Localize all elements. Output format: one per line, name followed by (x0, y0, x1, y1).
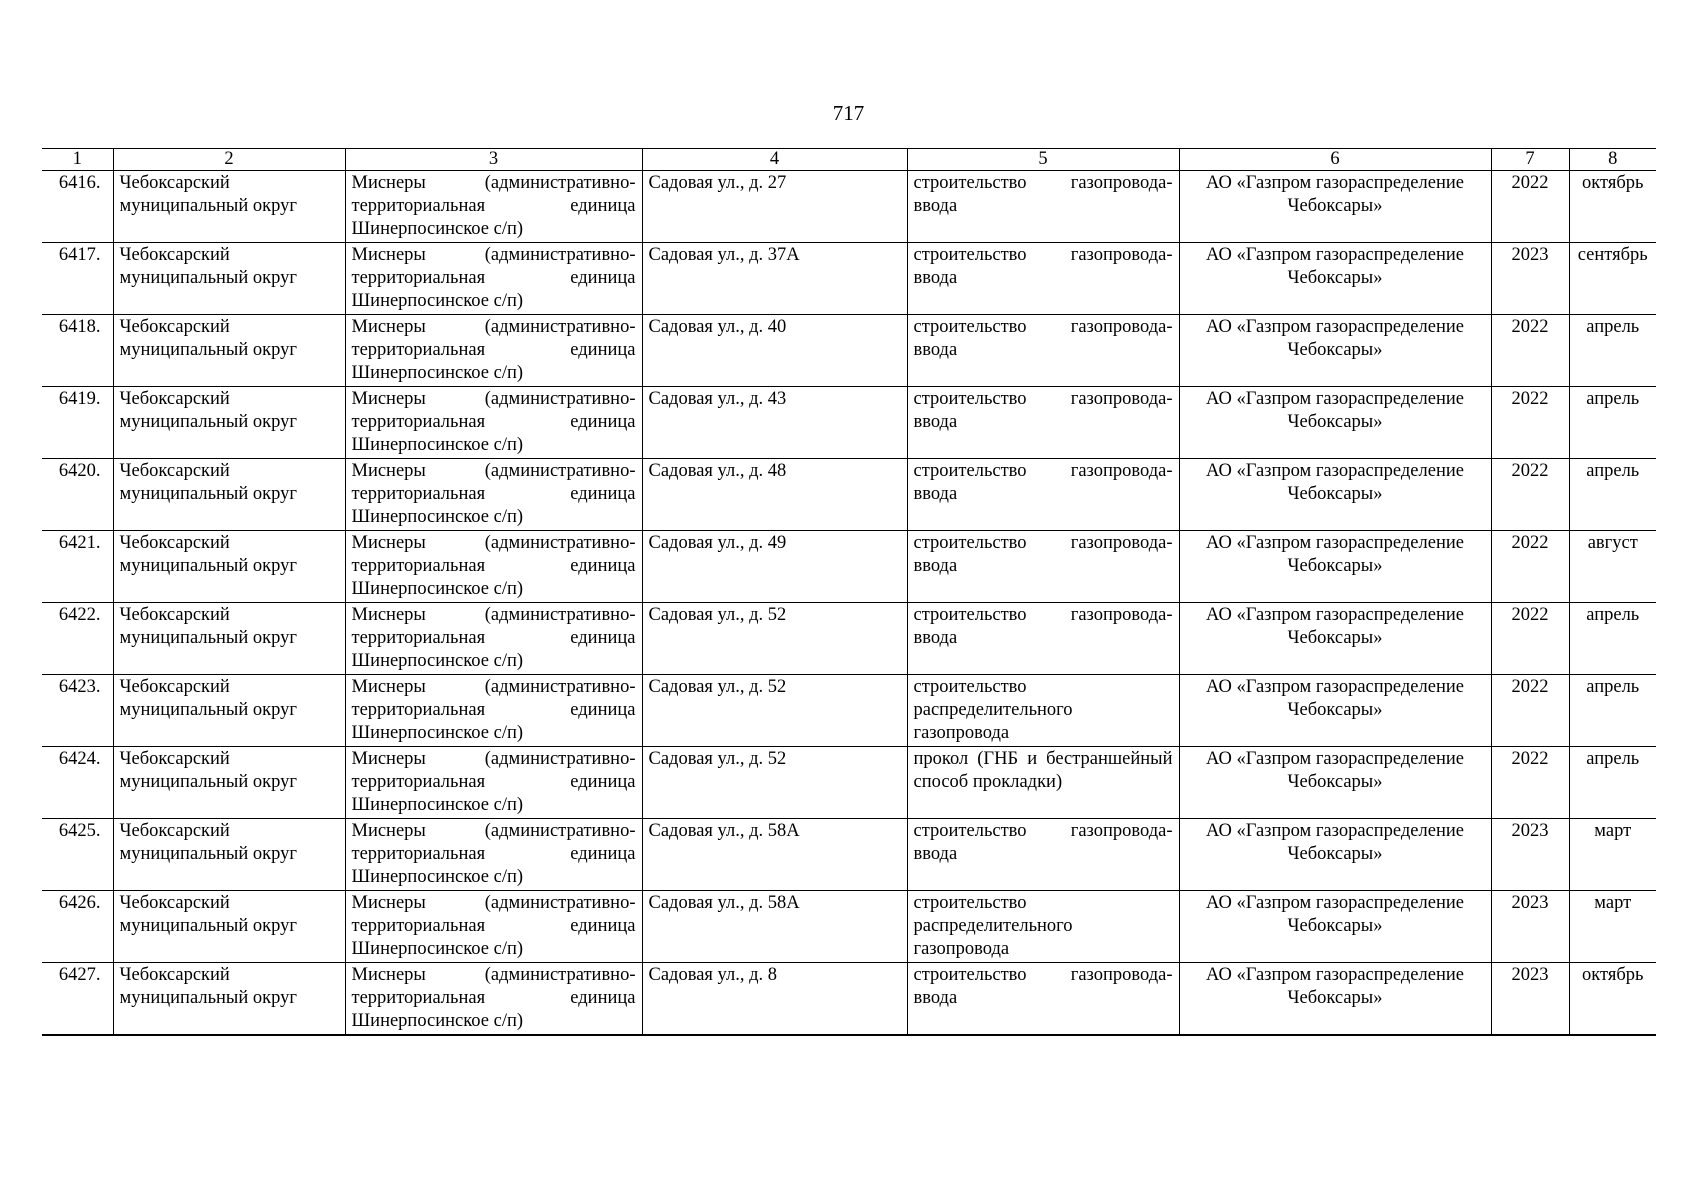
cell-entry-number: 6421. (42, 531, 113, 603)
cell-settlement: Миснеры (административно-территориальная единица Шинерпосинское с/п) (345, 963, 642, 1036)
cell-year: 2022 (1491, 603, 1569, 675)
cell-settlement: Миснеры (административно-территориальная единица Шинерпосинское с/п) (345, 819, 642, 891)
cell-year: 2022 (1491, 171, 1569, 243)
table-row (42, 963, 1656, 1036)
cell-settlement: Миснеры (административно-территориальная единица Шинерпосинское с/п) (345, 531, 642, 603)
cell-municipality: Чебоксарский муниципальный округ (113, 315, 345, 387)
cell-month: март (1569, 819, 1656, 891)
cell-address: Садовая ул., д. 27 (642, 171, 907, 243)
cell-entry-number: 6422. (42, 603, 113, 675)
table-row (42, 315, 1656, 387)
cell-entry-number: 6424. (42, 747, 113, 819)
cell-year: 2022 (1491, 459, 1569, 531)
cell-month: апрель (1569, 315, 1656, 387)
cell-address: Садовая ул., д. 52 (642, 675, 907, 747)
cell-work-type: строительство газопровода-ввода (907, 171, 1179, 243)
cell-work-type: строительство газопровода-ввода (907, 963, 1179, 1036)
column-header: 7 (1491, 149, 1569, 171)
cell-municipality: Чебоксарский муниципальный округ (113, 747, 345, 819)
cell-entry-number: 6423. (42, 675, 113, 747)
cell-organization: АО «Газпром газораспределение Чебоксары» (1179, 747, 1491, 819)
cell-entry-number: 6416. (42, 171, 113, 243)
cell-settlement: Миснеры (административно-территориальная единица Шинерпосинское с/п) (345, 243, 642, 315)
cell-settlement: Миснеры (административно-территориальная единица Шинерпосинское с/п) (345, 891, 642, 963)
cell-organization: АО «Газпром газораспределение Чебоксары» (1179, 243, 1491, 315)
cell-entry-number: 6425. (42, 819, 113, 891)
cell-month: апрель (1569, 675, 1656, 747)
table-body (42, 171, 1656, 1036)
cell-organization: АО «Газпром газораспределение Чебоксары» (1179, 819, 1491, 891)
table-row (42, 387, 1656, 459)
cell-municipality: Чебоксарский муниципальный округ (113, 891, 345, 963)
column-header: 6 (1179, 149, 1491, 171)
cell-organization: АО «Газпром газораспределение Чебоксары» (1179, 675, 1491, 747)
cell-year: 2023 (1491, 819, 1569, 891)
cell-settlement: Миснеры (административно-территориальная единица Шинерпосинское с/п) (345, 747, 642, 819)
cell-month: апрель (1569, 603, 1656, 675)
cell-municipality: Чебоксарский муниципальный округ (113, 171, 345, 243)
cell-settlement: Миснеры (административно-территориальная единица Шинерпосинское с/п) (345, 387, 642, 459)
cell-work-type: строительство газопровода-ввода (907, 603, 1179, 675)
cell-municipality: Чебоксарский муниципальный округ (113, 603, 345, 675)
cell-address: Садовая ул., д. 52 (642, 603, 907, 675)
cell-address: Садовая ул., д. 8 (642, 963, 907, 1036)
cell-municipality: Чебоксарский муниципальный округ (113, 963, 345, 1036)
column-header: 2 (113, 149, 345, 171)
register-table (42, 148, 1656, 1036)
cell-settlement: Миснеры (административно-территориальная единица Шинерпосинское с/п) (345, 459, 642, 531)
cell-work-type: строительство газопровода-ввода (907, 387, 1179, 459)
cell-month: октябрь (1569, 171, 1656, 243)
cell-year: 2022 (1491, 387, 1569, 459)
cell-municipality: Чебоксарский муниципальный округ (113, 819, 345, 891)
cell-municipality: Чебоксарский муниципальный округ (113, 531, 345, 603)
cell-organization: АО «Газпром газораспределение Чебоксары» (1179, 387, 1491, 459)
cell-year: 2022 (1491, 531, 1569, 603)
cell-work-type: прокол (ГНБ и бестраншейный способ прокладки) (907, 747, 1179, 819)
cell-municipality: Чебоксарский муниципальный округ (113, 459, 345, 531)
table-row (42, 819, 1656, 891)
cell-entry-number: 6419. (42, 387, 113, 459)
table-row (42, 243, 1656, 315)
cell-address: Садовая ул., д. 40 (642, 315, 907, 387)
column-header: 5 (907, 149, 1179, 171)
cell-entry-number: 6417. (42, 243, 113, 315)
cell-address: Садовая ул., д. 58А (642, 891, 907, 963)
cell-municipality: Чебоксарский муниципальный округ (113, 675, 345, 747)
cell-year: 2023 (1491, 243, 1569, 315)
cell-work-type: строительство газопровода-ввода (907, 459, 1179, 531)
cell-settlement: Миснеры (административно-территориальная единица Шинерпосинское с/п) (345, 675, 642, 747)
cell-work-type: строительство газопровода-ввода (907, 315, 1179, 387)
cell-organization: АО «Газпром газораспределение Чебоксары» (1179, 531, 1491, 603)
cell-municipality: Чебоксарский муниципальный округ (113, 387, 345, 459)
cell-address: Садовая ул., д. 43 (642, 387, 907, 459)
cell-entry-number: 6418. (42, 315, 113, 387)
cell-work-type: строительство газопровода-ввода (907, 531, 1179, 603)
column-header: 4 (642, 149, 907, 171)
cell-month: апрель (1569, 459, 1656, 531)
table-row (42, 747, 1656, 819)
cell-year: 2022 (1491, 747, 1569, 819)
table-row (42, 171, 1656, 243)
cell-organization: АО «Газпром газораспределение Чебоксары» (1179, 315, 1491, 387)
cell-organization: АО «Газпром газораспределение Чебоксары» (1179, 963, 1491, 1036)
cell-year: 2023 (1491, 963, 1569, 1036)
cell-address: Садовая ул., д. 49 (642, 531, 907, 603)
cell-address: Садовая ул., д. 37А (642, 243, 907, 315)
cell-entry-number: 6426. (42, 891, 113, 963)
cell-month: сентябрь (1569, 243, 1656, 315)
cell-year: 2022 (1491, 675, 1569, 747)
cell-work-type: строительство распределительного газопровода (907, 675, 1179, 747)
cell-settlement: Миснеры (административно-территориальная единица Шинерпосинское с/п) (345, 315, 642, 387)
cell-year: 2023 (1491, 891, 1569, 963)
cell-month: март (1569, 891, 1656, 963)
column-header: 1 (42, 149, 113, 171)
cell-entry-number: 6420. (42, 459, 113, 531)
cell-month: август (1569, 531, 1656, 603)
cell-municipality: Чебоксарский муниципальный округ (113, 243, 345, 315)
cell-address: Садовая ул., д. 52 (642, 747, 907, 819)
column-header: 8 (1569, 149, 1656, 171)
cell-work-type: строительство газопровода-ввода (907, 819, 1179, 891)
cell-month: апрель (1569, 747, 1656, 819)
cell-entry-number: 6427. (42, 963, 113, 1036)
cell-settlement: Миснеры (административно-территориальная единица Шинерпосинское с/п) (345, 171, 642, 243)
table-header (42, 149, 1656, 171)
table-row (42, 675, 1656, 747)
cell-year: 2022 (1491, 315, 1569, 387)
cell-work-type: строительство газопровода-ввода (907, 243, 1179, 315)
cell-month: апрель (1569, 387, 1656, 459)
cell-address: Садовая ул., д. 48 (642, 459, 907, 531)
cell-address: Садовая ул., д. 58А (642, 819, 907, 891)
column-header: 3 (345, 149, 642, 171)
cell-work-type: строительство распределительного газопровода (907, 891, 1179, 963)
header-row (42, 149, 1656, 171)
cell-organization: АО «Газпром газораспределение Чебоксары» (1179, 891, 1491, 963)
table-row (42, 459, 1656, 531)
cell-organization: АО «Газпром газораспределение Чебоксары» (1179, 459, 1491, 531)
table-row (42, 603, 1656, 675)
cell-organization: АО «Газпром газораспределение Чебоксары» (1179, 171, 1491, 243)
table-row (42, 891, 1656, 963)
cell-month: октябрь (1569, 963, 1656, 1036)
cell-organization: АО «Газпром газораспределение Чебоксары» (1179, 603, 1491, 675)
table-row (42, 531, 1656, 603)
cell-settlement: Миснеры (административно-территориальная единица Шинерпосинское с/п) (345, 603, 642, 675)
page-number: 717 (832, 101, 865, 125)
